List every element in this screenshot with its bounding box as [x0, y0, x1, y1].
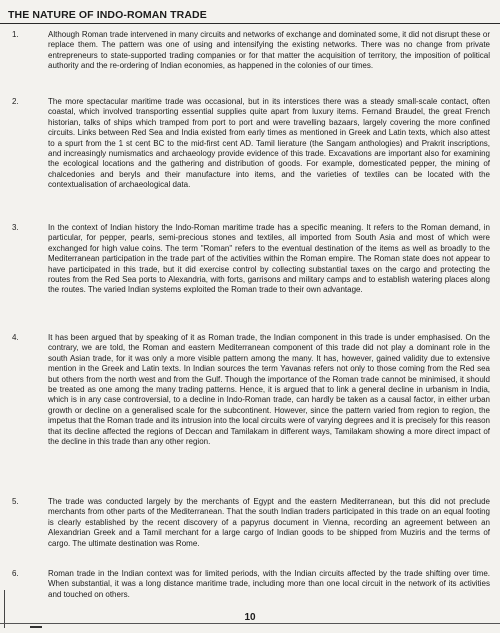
paragraph-text: It has been argued that by speaking of it as Roman trade, the Indian component in this trade is under emphasised. On the contrary, we are told, the Roman and eastern Mediterranean component of this trade did not play a dominant role in the south Asian trade, for it was only a more visible pattern among the many. It has, however, gained validity due to extensive mention in the Greek and Latin texts. In Indian sources the term Yavanas refers not only to those coming from the Red sea but others from the north west and from the Gulf. Though the importance of the Roman trade cannot be minimised, it should be treated as one among the many trading patterns. Hence, it is argued that to link a general decline in urbanism in India, which is in any case controversial, to a decline in Indo-Roman trade, can hardly be taken as a causal factor, in either urban growth or decline on a generalised scale for the subcontinent. However, since the pattern varied from region to region, the impetus that the Roman trade and its intrusion into the local circuits were of varying degrees and it is precisely for this reason that its decline affected the regions of Deccan and Tamilakam in different ways, Tamilakam showing a more direct impact of the decline in this trade than any other region.: [48, 333, 490, 447]
paragraph-2: [12, 97, 490, 191]
paragraph-number: 5.: [12, 497, 19, 506]
paragraph-number: 1.: [12, 30, 19, 39]
page-number: 10: [244, 612, 256, 623]
paragraph-text: Although Roman trade intervened in many circuits and networks of exchange and dominated some, it did not disrupt these or replace them. The pattern was one of using and intensifying the existing networks. There was no change from private entrepreneurs to state-supported trading companies or for that matter the acquisition of territory, the imposition of political authority and the re-ordering of Indian economies, as happened in the colonies of our times.: [48, 30, 490, 71]
paragraph-number: 6.: [12, 569, 19, 578]
paragraph-number: 3.: [12, 223, 19, 232]
paragraph-text: The trade was conducted largely by the merchants of Egypt and the eastern Mediterranean, but this did not preclude merchants from other parts of the Mediterranean. That the south Indian traders participated in this trade on an equal footing is clearly established by the recent discovery of a papyrus document in Vienna, recording an agreement between an Alexandrian Greek and a Tamil merchant for a large cargo of Indian goods to be shipped from Muziris and the terms of cargo. The ultimate destination was Rome.: [48, 497, 490, 548]
paragraph-number: 2.: [12, 97, 19, 106]
paragraph-text: Roman trade in the Indian context was for limited periods, with the Indian circuits affected by the trade shifting over time. When substantial, it was a long distance maritime trade, including more than one local circuit in the network of its activities and touched on others.: [48, 569, 490, 599]
paragraph-text: In the context of Indian history the Indo-Roman maritime trade has a specific meaning. It refers to the Roman demand, in particular, for pepper, pearls, semi-precious stones and textiles, all imported from South Asia and most of which were exchanged for high value coins. The term "Roman" refers to the eventual destination of the items as well as broadly to the Mediterranean participation in the trade part of the activities within the Roman empire. The Roman state does not appear to have participated in this trade, but it did exercise control by collecting substantial taxes on the cargo and protecting the routes from the Red Sea ports to Alexandria, with forts, garrisons and military camps and to establish watering places along the routes. The varied Indian systems exploited the Roman trade to their own advantage.: [48, 223, 490, 295]
title-rule: [0, 23, 500, 24]
footer-rule: [0, 623, 500, 624]
paragraph-number: 4.: [12, 333, 19, 342]
paragraph-4: [12, 333, 490, 447]
paragraph-3: [12, 223, 490, 296]
footer-mark: [30, 626, 42, 628]
paragraph-6: [12, 569, 490, 600]
paragraph-text: The more spectacular maritime trade was occasional, but in its interstices there was a steady small-scale contact, often coastal, which involved transporting essential supplies quite apart from luxury items. Fernand Braudel, the great French historian, talks of ships which tramped from port to port and were travelling bazaars, largely covering the more confined circuits. Links between Red Sea and India existed from early times as mentioned in Greek and Latin texts, which also attest to a spurt from the 1 st cent BC to the mid-first cent AD. Tamil lierature (the Sangam anthologies) and Prakrit inscriptions, and increasingly numismatics and archaeology provide evidence of this trade. Excavations are important also for examining the ecological locations and the gathering and distribution of goods. For example, domesticated pepper, the mining of chalcedonies and beryls and their manufacture into items, and the varieties of textiles can be located with the contextualisation of archaeological data.: [48, 97, 490, 190]
paragraph-5: [12, 497, 490, 549]
paragraph-1: [12, 30, 490, 72]
page-title: THE NATURE OF INDO-ROMAN TRADE: [8, 9, 207, 21]
